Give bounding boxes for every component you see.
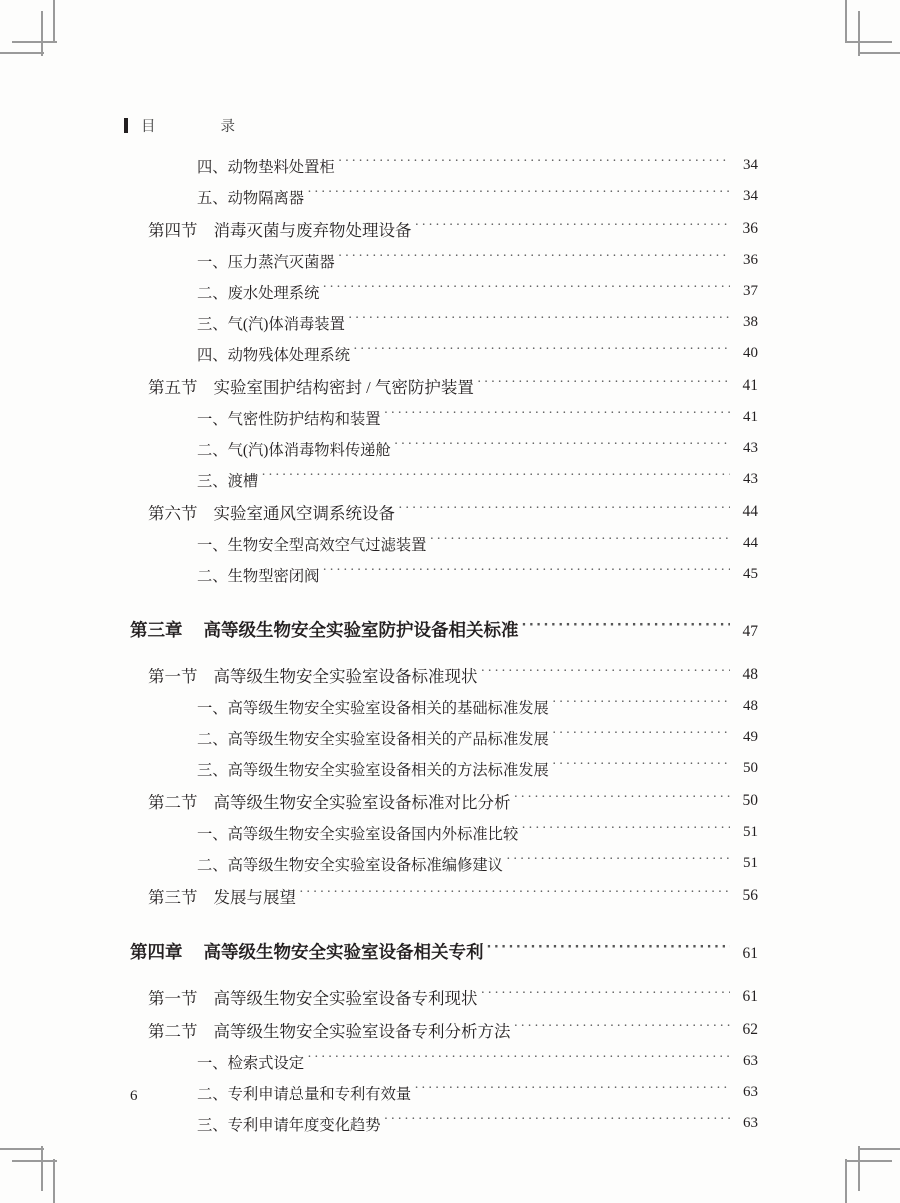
running-header: [124, 112, 247, 138]
toc-entry-number: 三、: [197, 1116, 228, 1134]
toc-entry-page: 43: [743, 440, 758, 456]
toc-entry-label: 动物隔离器: [227, 189, 305, 207]
toc-entry-item[interactable]: [0, 307, 900, 338]
toc-entry-title: [148, 985, 478, 1009]
toc-entry-title: [148, 217, 412, 241]
toc-entry-page: 38: [743, 314, 758, 330]
leader-dots: [477, 377, 730, 394]
toc-entry-label: 气密性防护结构和装置: [227, 410, 381, 428]
leader-dots: [514, 792, 731, 809]
leader-dots: [307, 1054, 730, 1069]
toc-entry-number: 第四章: [130, 943, 183, 963]
toc-entry-number: 四、: [197, 158, 228, 176]
toc-entry-title: [197, 1051, 304, 1073]
toc-entry-title: [197, 155, 335, 177]
toc-entry-label: 高等级生物安全实验室设备国内外标准比较: [227, 825, 519, 843]
toc-entry-title: [130, 617, 519, 642]
toc-entry-label: 动物残体处理系统: [227, 346, 350, 364]
toc-entry-label: 消毒灭菌与废弃物处理设备: [213, 220, 412, 240]
toc-entry-item[interactable]: [0, 181, 900, 212]
toc-entry-page: 37: [743, 283, 758, 299]
toc-entry-number: 第三节: [148, 887, 198, 907]
toc-entry-title: [197, 564, 319, 586]
leader-dots: [353, 346, 730, 361]
leader-dots: [414, 1085, 730, 1100]
toc-entry-number: 一、: [197, 536, 228, 554]
toc-entry-page: 61: [742, 945, 758, 962]
toc-entry-item[interactable]: [0, 1046, 900, 1077]
toc-entry-title: [148, 500, 395, 524]
toc-entry-item[interactable]: [0, 402, 900, 433]
leader-dots: [384, 410, 730, 425]
toc-entry-section[interactable]: [0, 879, 900, 912]
toc-entry-number: 二、: [197, 567, 228, 585]
toc-entry-number: 四、: [197, 346, 228, 364]
toc-entry-label: 高等级生物安全实验室设备标准现状: [213, 666, 478, 686]
toc-entry-section[interactable]: [0, 980, 900, 1013]
toc-entry-number: 第六节: [148, 503, 198, 523]
toc-entry-page: 62: [742, 1020, 758, 1038]
toc-entry-title: [197, 312, 345, 334]
toc-entry-number: 第一节: [148, 666, 198, 686]
toc-entry-page: 51: [743, 824, 758, 840]
toc-entry-section[interactable]: [0, 212, 900, 245]
toc-entry-page: 51: [743, 855, 758, 871]
toc-entry-label: 高等级生物安全实验室设备相关的方法标准发展: [227, 761, 549, 779]
toc-entry-number: 五、: [197, 189, 228, 207]
toc-entry-item[interactable]: [0, 848, 900, 879]
toc-entry-item[interactable]: [0, 753, 900, 784]
toc-entry-title: [197, 343, 350, 365]
toc-entry-page: 63: [743, 1053, 758, 1069]
table-of-contents: [0, 150, 900, 1139]
toc-entry-page: 61: [742, 987, 758, 1005]
toc-entry-item[interactable]: [0, 150, 900, 181]
toc-entry-title: [148, 663, 478, 687]
leader-dots: [552, 730, 730, 745]
toc-entry-number: 第四节: [148, 220, 198, 240]
toc-entry-label: 生物安全型高效空气过滤装置: [227, 536, 427, 554]
leader-dots: [394, 441, 730, 456]
toc-entry-page: 45: [743, 566, 758, 582]
toc-entry-page: 44: [742, 502, 758, 520]
toc-entry-number: 一、: [197, 253, 228, 271]
toc-entry-title: [197, 250, 335, 272]
leader-dots: [384, 1116, 730, 1131]
toc-entry-page: 44: [743, 535, 758, 551]
leader-dots: [338, 158, 730, 173]
vertical-bar-icon: [124, 118, 128, 133]
leader-dots: [481, 988, 731, 1005]
toc-entry-section[interactable]: [0, 784, 900, 817]
leader-dots: [514, 1021, 731, 1038]
toc-entry-title: [197, 407, 381, 429]
toc-entry-title: [197, 758, 549, 780]
toc-entry-page: 34: [743, 188, 758, 204]
leader-dots: [506, 856, 730, 871]
toc-entry-number: 第五节: [148, 377, 198, 397]
toc-entry-section[interactable]: [0, 1013, 900, 1046]
toc-entry-label: 气(汽)体消毒物料传递舱: [227, 441, 391, 459]
toc-entry-item[interactable]: [0, 559, 900, 590]
toc-entry-title: [197, 186, 304, 208]
toc-entry-number: 一、: [197, 825, 228, 843]
toc-entry-page: 36: [743, 252, 758, 268]
toc-entry-page: 63: [743, 1084, 758, 1100]
leader-dots: [521, 825, 730, 840]
toc-entry-number: 第三章: [130, 621, 183, 641]
toc-entry-chapter[interactable]: [0, 617, 900, 642]
toc-entry-item[interactable]: [0, 817, 900, 848]
toc-entry-label: 高等级生物安全实验室设备专利现状: [213, 988, 478, 1008]
toc-entry-title: [197, 438, 391, 460]
toc-entry-number: 二、: [197, 730, 228, 748]
toc-entry-label: 高等级生物安全实验室设备标准编修建议: [227, 856, 503, 874]
toc-entry-label: 压力蒸汽灭菌器: [227, 253, 335, 271]
leader-dots: [429, 536, 730, 551]
toc-entry-label: 废水处理系统: [227, 284, 320, 302]
toc-entry-title: [148, 374, 474, 398]
toc-entry-label: 高等级生物安全实验室设备相关的基础标准发展: [227, 699, 549, 717]
toc-entry-page: 63: [743, 1115, 758, 1131]
toc-entry-title: [197, 469, 258, 491]
toc-entry-page: 34: [743, 157, 758, 173]
header-title: 目 录: [141, 118, 247, 135]
toc-entry-section[interactable]: [0, 658, 900, 691]
toc-entry-title: [197, 1113, 381, 1135]
leader-dots: [322, 567, 730, 582]
toc-entry-item[interactable]: [0, 276, 900, 307]
leader-dots: [487, 941, 731, 959]
leader-dots: [307, 189, 730, 204]
leader-dots: [338, 253, 730, 268]
leader-dots: [398, 503, 730, 520]
leader-dots: [552, 761, 730, 776]
leader-dots: [348, 315, 730, 330]
toc-entry-item[interactable]: [0, 433, 900, 464]
toc-entry-item[interactable]: [0, 338, 900, 369]
toc-entry-label: 检索式设定: [227, 1054, 305, 1072]
toc-entry-item[interactable]: [0, 722, 900, 753]
toc-entry-number: 二、: [197, 441, 228, 459]
toc-entry-label: 高等级生物安全实验室设备标准对比分析: [213, 792, 511, 812]
toc-entry-item[interactable]: [0, 464, 900, 495]
toc-entry-number: 一、: [197, 410, 228, 428]
toc-entry-page: 47: [742, 623, 758, 640]
toc-entry-section[interactable]: [0, 495, 900, 528]
toc-entry-item[interactable]: [0, 691, 900, 722]
toc-entry-title: [197, 696, 549, 718]
toc-entry-label: 实验室围护结构密封 / 气密防护装置: [213, 377, 474, 397]
toc-entry-label: 高等级生物安全实验室设备相关的产品标准发展: [227, 730, 549, 748]
leader-dots: [261, 472, 730, 487]
toc-entry-section[interactable]: [0, 369, 900, 402]
toc-entry-label: 渡槽: [227, 472, 259, 490]
toc-entry-number: 第一节: [148, 988, 198, 1008]
toc-entry-page: 48: [742, 665, 758, 683]
toc-entry-page: 48: [743, 698, 758, 714]
toc-entry-label: 生物型密闭阀: [227, 567, 320, 585]
leader-dots: [322, 284, 730, 299]
toc-entry-title: [197, 727, 549, 749]
toc-entry-page: 50: [742, 791, 758, 809]
toc-entry-number: 二、: [197, 1085, 228, 1103]
toc-entry-item[interactable]: [0, 528, 900, 559]
toc-entry-title: [130, 939, 484, 964]
toc-entry-page: 49: [743, 729, 758, 745]
toc-entry-page: 40: [743, 345, 758, 361]
toc-entry-label: 高等级生物安全实验室防护设备相关标准: [203, 621, 519, 641]
toc-entry-item[interactable]: [0, 245, 900, 276]
toc-entry-title: [197, 1082, 411, 1104]
toc-entry-title: [197, 533, 426, 555]
toc-entry-chapter[interactable]: [0, 939, 900, 964]
toc-entry-number: 二、: [197, 856, 228, 874]
toc-entry-title: [148, 884, 296, 908]
toc-entry-title: [148, 789, 511, 813]
leader-dots: [481, 666, 731, 683]
toc-entry-number: 第二节: [148, 1021, 198, 1041]
leader-dots: [552, 699, 730, 714]
toc-entry-label: 专利申请总量和专利有效量: [227, 1085, 412, 1103]
toc-entry-label: 气(汽)体消毒装置: [227, 315, 345, 333]
toc-entry-page: 56: [742, 886, 758, 904]
toc-entry-number: 二、: [197, 284, 228, 302]
toc-entry-page: 41: [743, 409, 758, 425]
toc-entry-number: 一、: [197, 699, 228, 717]
toc-entry-number: 三、: [197, 472, 228, 490]
toc-entry-label: 发展与展望: [213, 887, 296, 907]
toc-entry-label: 高等级生物安全实验室设备相关专利: [203, 943, 484, 963]
toc-entry-label: 动物垫料处置柜: [227, 158, 335, 176]
toc-entry-label: 高等级生物安全实验室设备专利分析方法: [213, 1021, 511, 1041]
toc-entry-page: 36: [742, 219, 758, 237]
toc-entry-number: 第二节: [148, 792, 198, 812]
leader-dots: [299, 887, 730, 904]
toc-entry-title: [197, 853, 503, 875]
toc-entry-page: 43: [743, 471, 758, 487]
toc-entry-number: 一、: [197, 1054, 228, 1072]
leader-dots: [522, 619, 731, 637]
leader-dots: [415, 220, 731, 237]
toc-entry-title: [148, 1018, 511, 1042]
toc-entry-page: 50: [743, 760, 758, 776]
page-number: 6: [130, 1088, 138, 1104]
toc-entry-number: 三、: [197, 315, 228, 333]
toc-entry-title: [197, 281, 319, 303]
toc-entry-number: 三、: [197, 761, 228, 779]
toc-entry-page: 41: [742, 376, 758, 394]
toc-entry-title: [197, 822, 518, 844]
toc-entry-item[interactable]: [0, 1108, 900, 1139]
toc-entry-label: 专利申请年度变化趋势: [227, 1116, 381, 1134]
toc-entry-label: 实验室通风空调系统设备: [213, 503, 395, 523]
